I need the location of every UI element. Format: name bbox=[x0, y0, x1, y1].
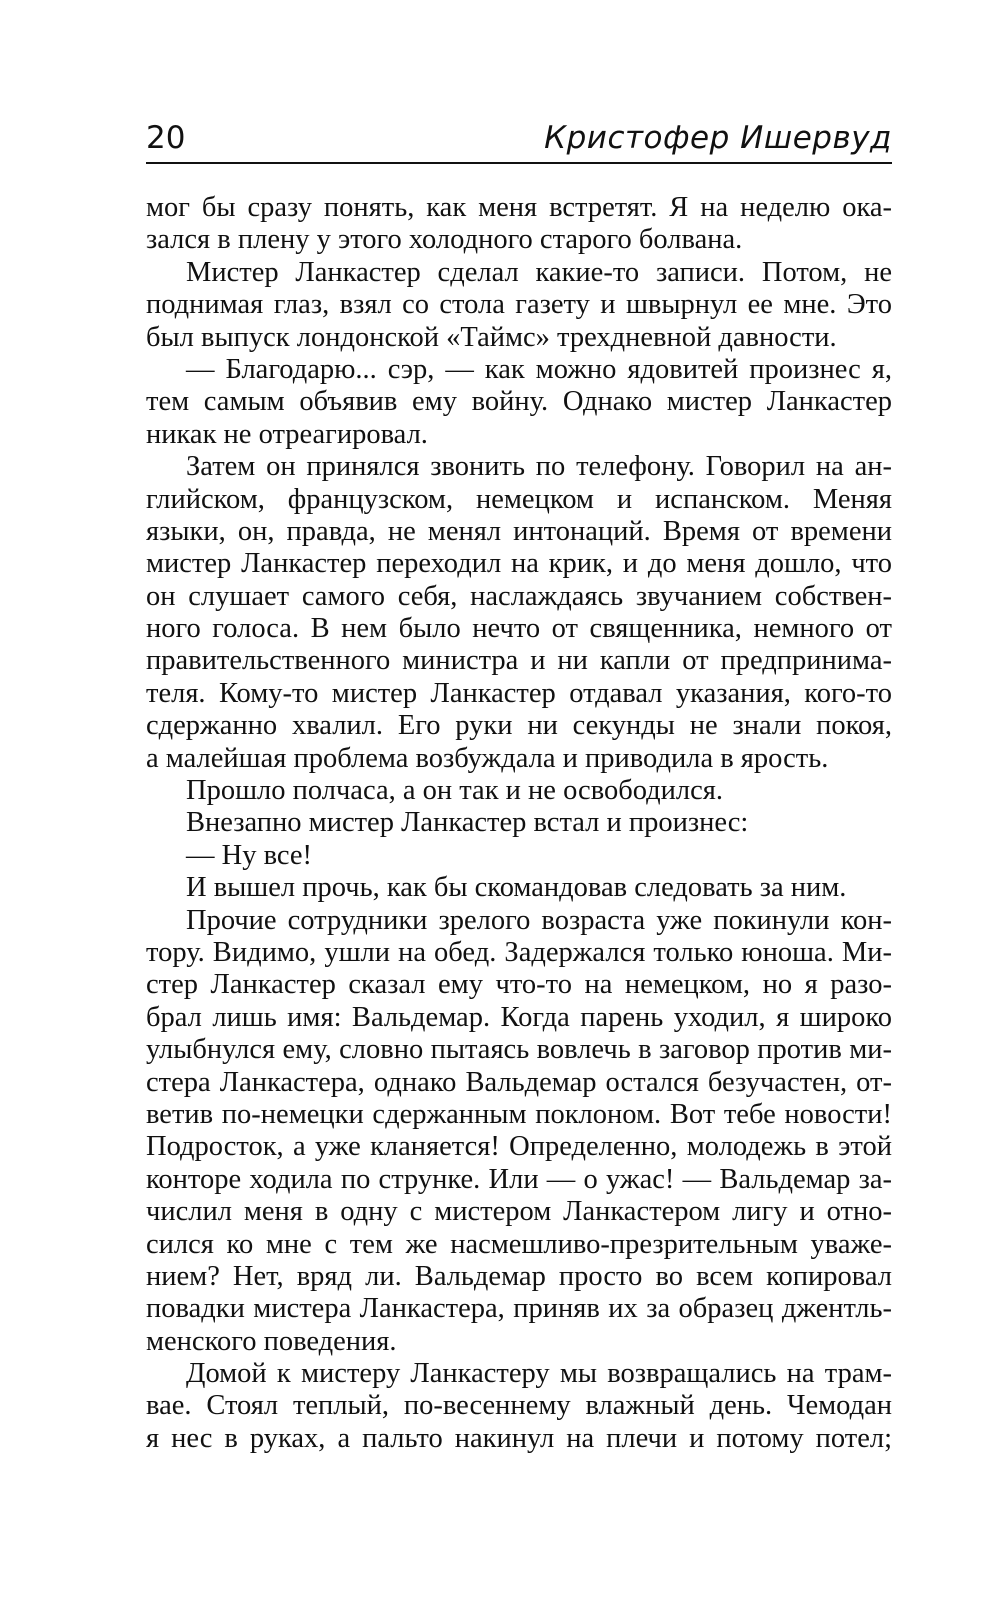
text-line: Подросток, а уже кланяется! Определенно, молодежь в этой bbox=[146, 1131, 892, 1163]
text-line: никак не отреагировал. bbox=[146, 418, 428, 450]
page-number: 20 bbox=[146, 120, 186, 156]
text-line: вае. Стоял теплый, по-весеннему влажный день. Чемодан bbox=[146, 1390, 892, 1422]
text-line: стера Ланкастера, однако Вальдемар остался безучастен, от- bbox=[146, 1066, 892, 1098]
text-line: конторе ходила по струнке. Или — о ужас! — Вальдемар за- bbox=[146, 1163, 892, 1195]
text-line: Мистер Ланкастер сделал какие-то записи. Потом, не bbox=[186, 256, 892, 288]
text-line: тору. Видимо, ушли на обед. Задержался только юноша. Ми- bbox=[146, 936, 892, 968]
text-line: Прочие сотрудники зрелого возраста уже покинули кон- bbox=[186, 904, 892, 936]
text-line: правительственного министра и ни капли от предпринима- bbox=[146, 645, 892, 677]
text-line: мистер Ланкастер переходил на крик, и до меня дошло, что bbox=[146, 548, 892, 580]
text-line: — Ну все! bbox=[186, 839, 313, 871]
text-line: числил меня в одну с мистером Ланкастером лигу и отно- bbox=[146, 1196, 892, 1228]
text-line: повадки мистера Ланкастера, приняв их за образец джентль- bbox=[146, 1293, 892, 1325]
text-line: брал лишь имя: Вальдемар. Когда парень уходил, я широко bbox=[146, 1001, 892, 1033]
text-line: Домой к мистеру Ланкастеру мы возвращались на трам- bbox=[186, 1358, 892, 1390]
text-line: зался в плену у этого холодного старого болвана. bbox=[146, 224, 743, 256]
text-line: И вышел прочь, как бы скомандовав следовать за ним. bbox=[186, 872, 847, 904]
text-line: стер Ланкастер сказал ему что-то на немецком, но я разо- bbox=[146, 969, 892, 1001]
text-line: — Благодарю... сэр, — как можно ядовитей произнес я, bbox=[186, 353, 892, 385]
text-line: улыбнулся ему, словно пытаясь вовлечь в заговор против ми- bbox=[146, 1034, 892, 1066]
text-line: глийском, французском, немецком и испанском. Меняя bbox=[146, 483, 892, 515]
text-line: мог бы сразу понять, как меня встретят. Я на неделю ока- bbox=[146, 192, 892, 223]
text-line: Затем он принялся звонить по телефону. Говорил на ан- bbox=[186, 451, 892, 483]
text-line: ного голоса. В нем было нечто от священника, немного от bbox=[146, 613, 892, 645]
text-line: я нес в руках, а пальто накинул на плечи и потому потел; bbox=[146, 1422, 892, 1454]
text-line: языки, он, правда, не менял интонаций. Время от времени bbox=[146, 515, 892, 547]
body-text bbox=[146, 192, 892, 1455]
running-title: Кристофер Ишервуд bbox=[544, 120, 892, 156]
page-header bbox=[146, 114, 892, 164]
text-line: нием? Нет, вряд ли. Вальдемар просто во всем копировал bbox=[146, 1260, 892, 1292]
text-line: тем самым объявив ему войну. Однако мистер Ланкастер bbox=[146, 386, 892, 418]
text-line: теля. Кому-то мистер Ланкастер отдавал указания, кого-то bbox=[146, 677, 892, 709]
text-line: ветив по-немецки сдержанным поклоном. Вот тебе новости! bbox=[146, 1098, 892, 1130]
text-line: был выпуск лондонской «Таймс» трехдневной давности. bbox=[146, 321, 837, 353]
text-line: сился ко мне с тем же насмешливо-презрительным уваже- bbox=[146, 1228, 892, 1260]
text-line: менского поведения. bbox=[146, 1325, 397, 1357]
text-line: он слушает самого себя, наслаждаясь звучанием собствен- bbox=[146, 580, 892, 612]
text-line: сдержанно хвалил. Его руки ни секунды не знали покоя, bbox=[146, 710, 892, 742]
text-line: а малейшая проблема возбуждала и приводила в ярость. bbox=[146, 742, 829, 774]
text-line: Внезапно мистер Ланкастер встал и произнес: bbox=[186, 807, 749, 839]
text-line: Прошло полчаса, а он так и не освободился. bbox=[186, 775, 723, 807]
text-line: поднимая глаз, взял со стола газету и швырнул ее мне. Это bbox=[146, 289, 892, 321]
